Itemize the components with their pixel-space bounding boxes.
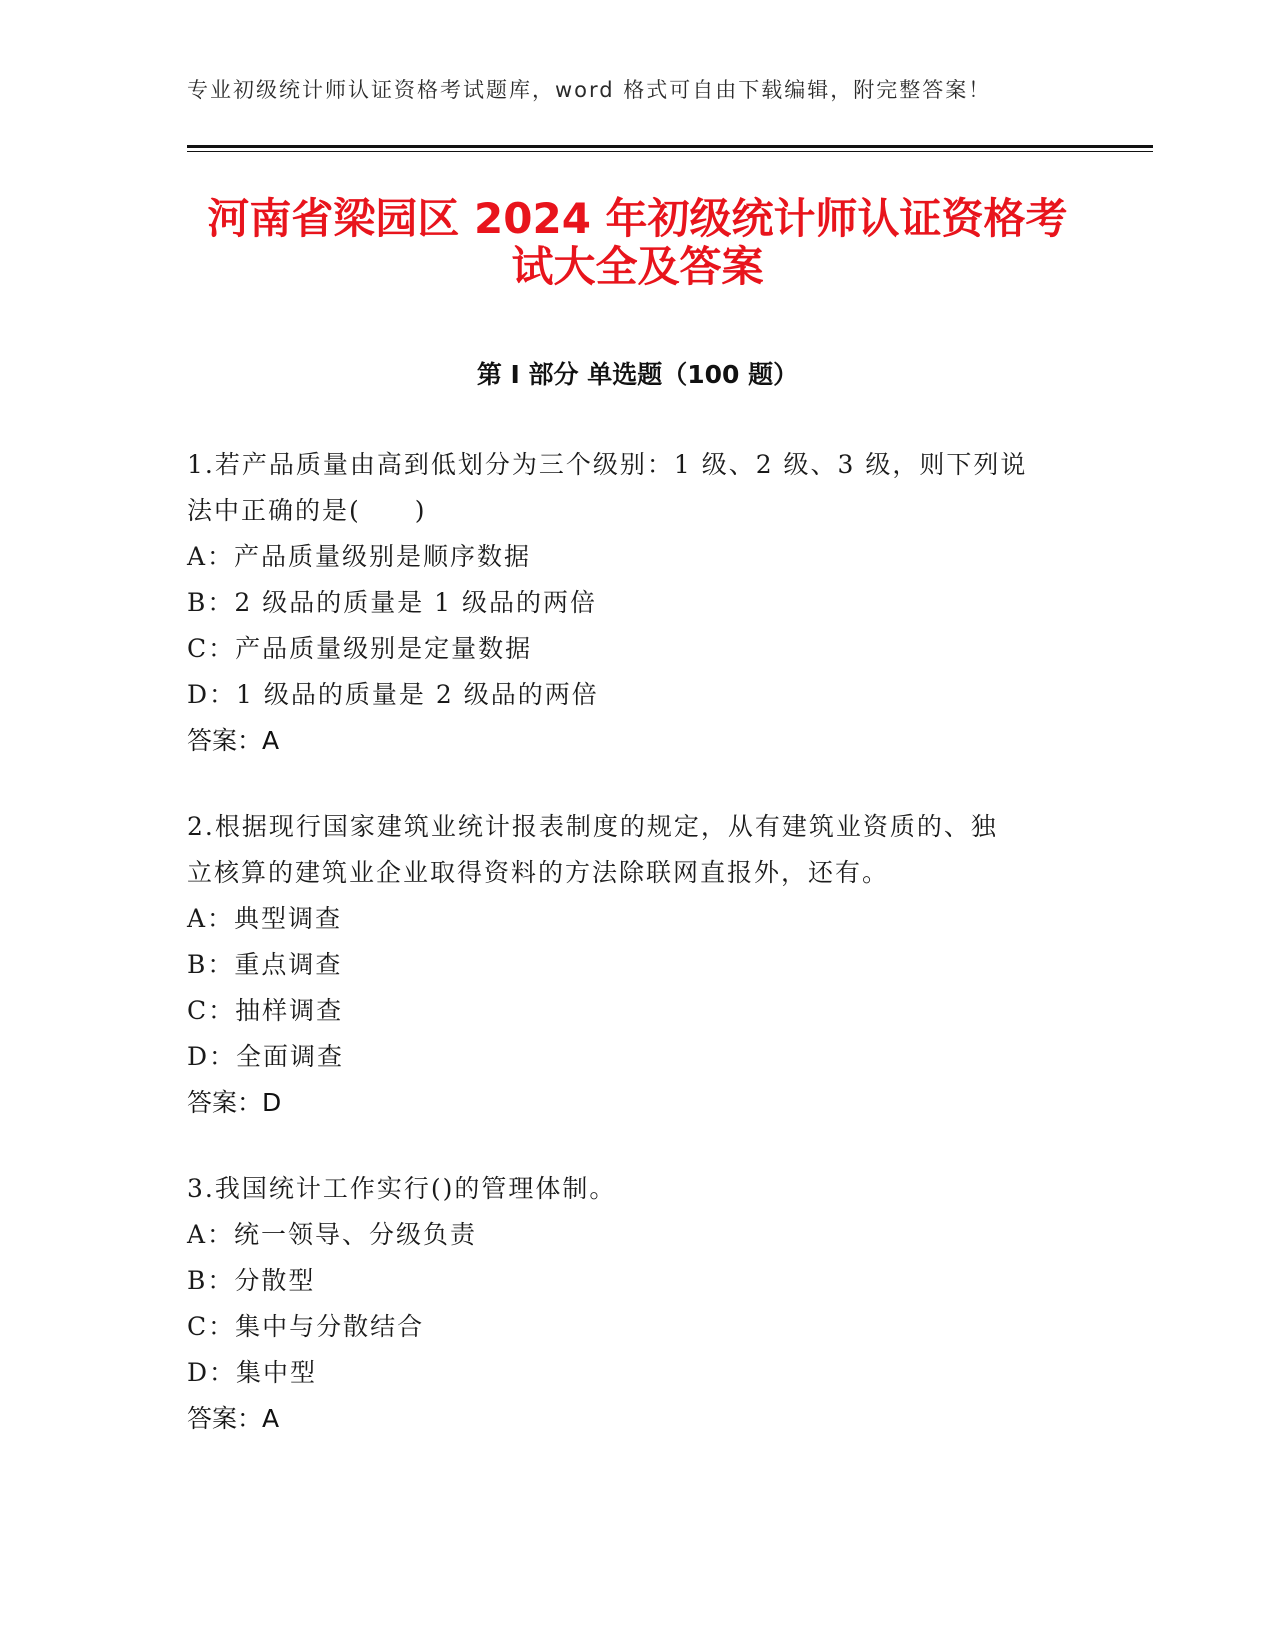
answer: 答案：D [187,1088,282,1117]
option-b: B：重点调查 [187,950,343,979]
question-stem-line-1: 2.根据现行国家建筑业统计报表制度的规定，从有建筑业资质的、独 [187,812,998,841]
question-stem-line-2: 立核算的建筑业企业取得资料的方法除联网直报外，还有。 [187,858,890,887]
question-stem-line-2: 法中正确的是( ) [187,496,427,525]
option-d: D：全面调查 [187,1042,345,1071]
question-stem-line-1: 3.我国统计工作实行()的管理体制。 [187,1174,617,1203]
option-a: A：产品质量级别是顺序数据 [187,542,532,571]
option-a: A：统一领导、分级负责 [187,1220,478,1249]
option-a: A：典型调查 [187,904,343,933]
question-list [187,442,1067,1482]
document-title-line-1: 河南省梁园区 2024 年初级统计师认证资格考 [207,194,1068,243]
header-note: 专业初级统计师认证资格考试题库，word 格式可自由下载编辑，附完整答案！ [187,78,992,102]
document-title-line-2: 试大全及答案 [511,242,764,291]
answer: 答案：A [187,1404,280,1433]
option-c: C：集中与分散结合 [187,1312,425,1341]
question-2 [187,804,1067,1126]
header-rule-thin [187,151,1153,152]
question-1 [187,442,1067,764]
option-c: C：抽样调查 [187,996,344,1025]
option-d: D：集中型 [187,1358,318,1387]
option-c: C：产品质量级别是定量数据 [187,634,533,663]
question-3 [187,1166,1067,1442]
option-b: B：2 级品的质量是 1 级品的两倍 [187,588,598,617]
question-stem-line-1: 1.若产品质量由高到低划分为三个级别：1 级、2 级、3 级，则下列说 [187,450,1028,479]
option-d: D：1 级品的质量是 2 级品的两倍 [187,680,599,709]
option-b: B：分散型 [187,1266,316,1295]
section-heading: 第 I 部分 单选题（100 题） [476,360,799,389]
document-title [170,195,1105,291]
header-rule-thick [187,145,1153,148]
answer: 答案：A [187,726,280,755]
